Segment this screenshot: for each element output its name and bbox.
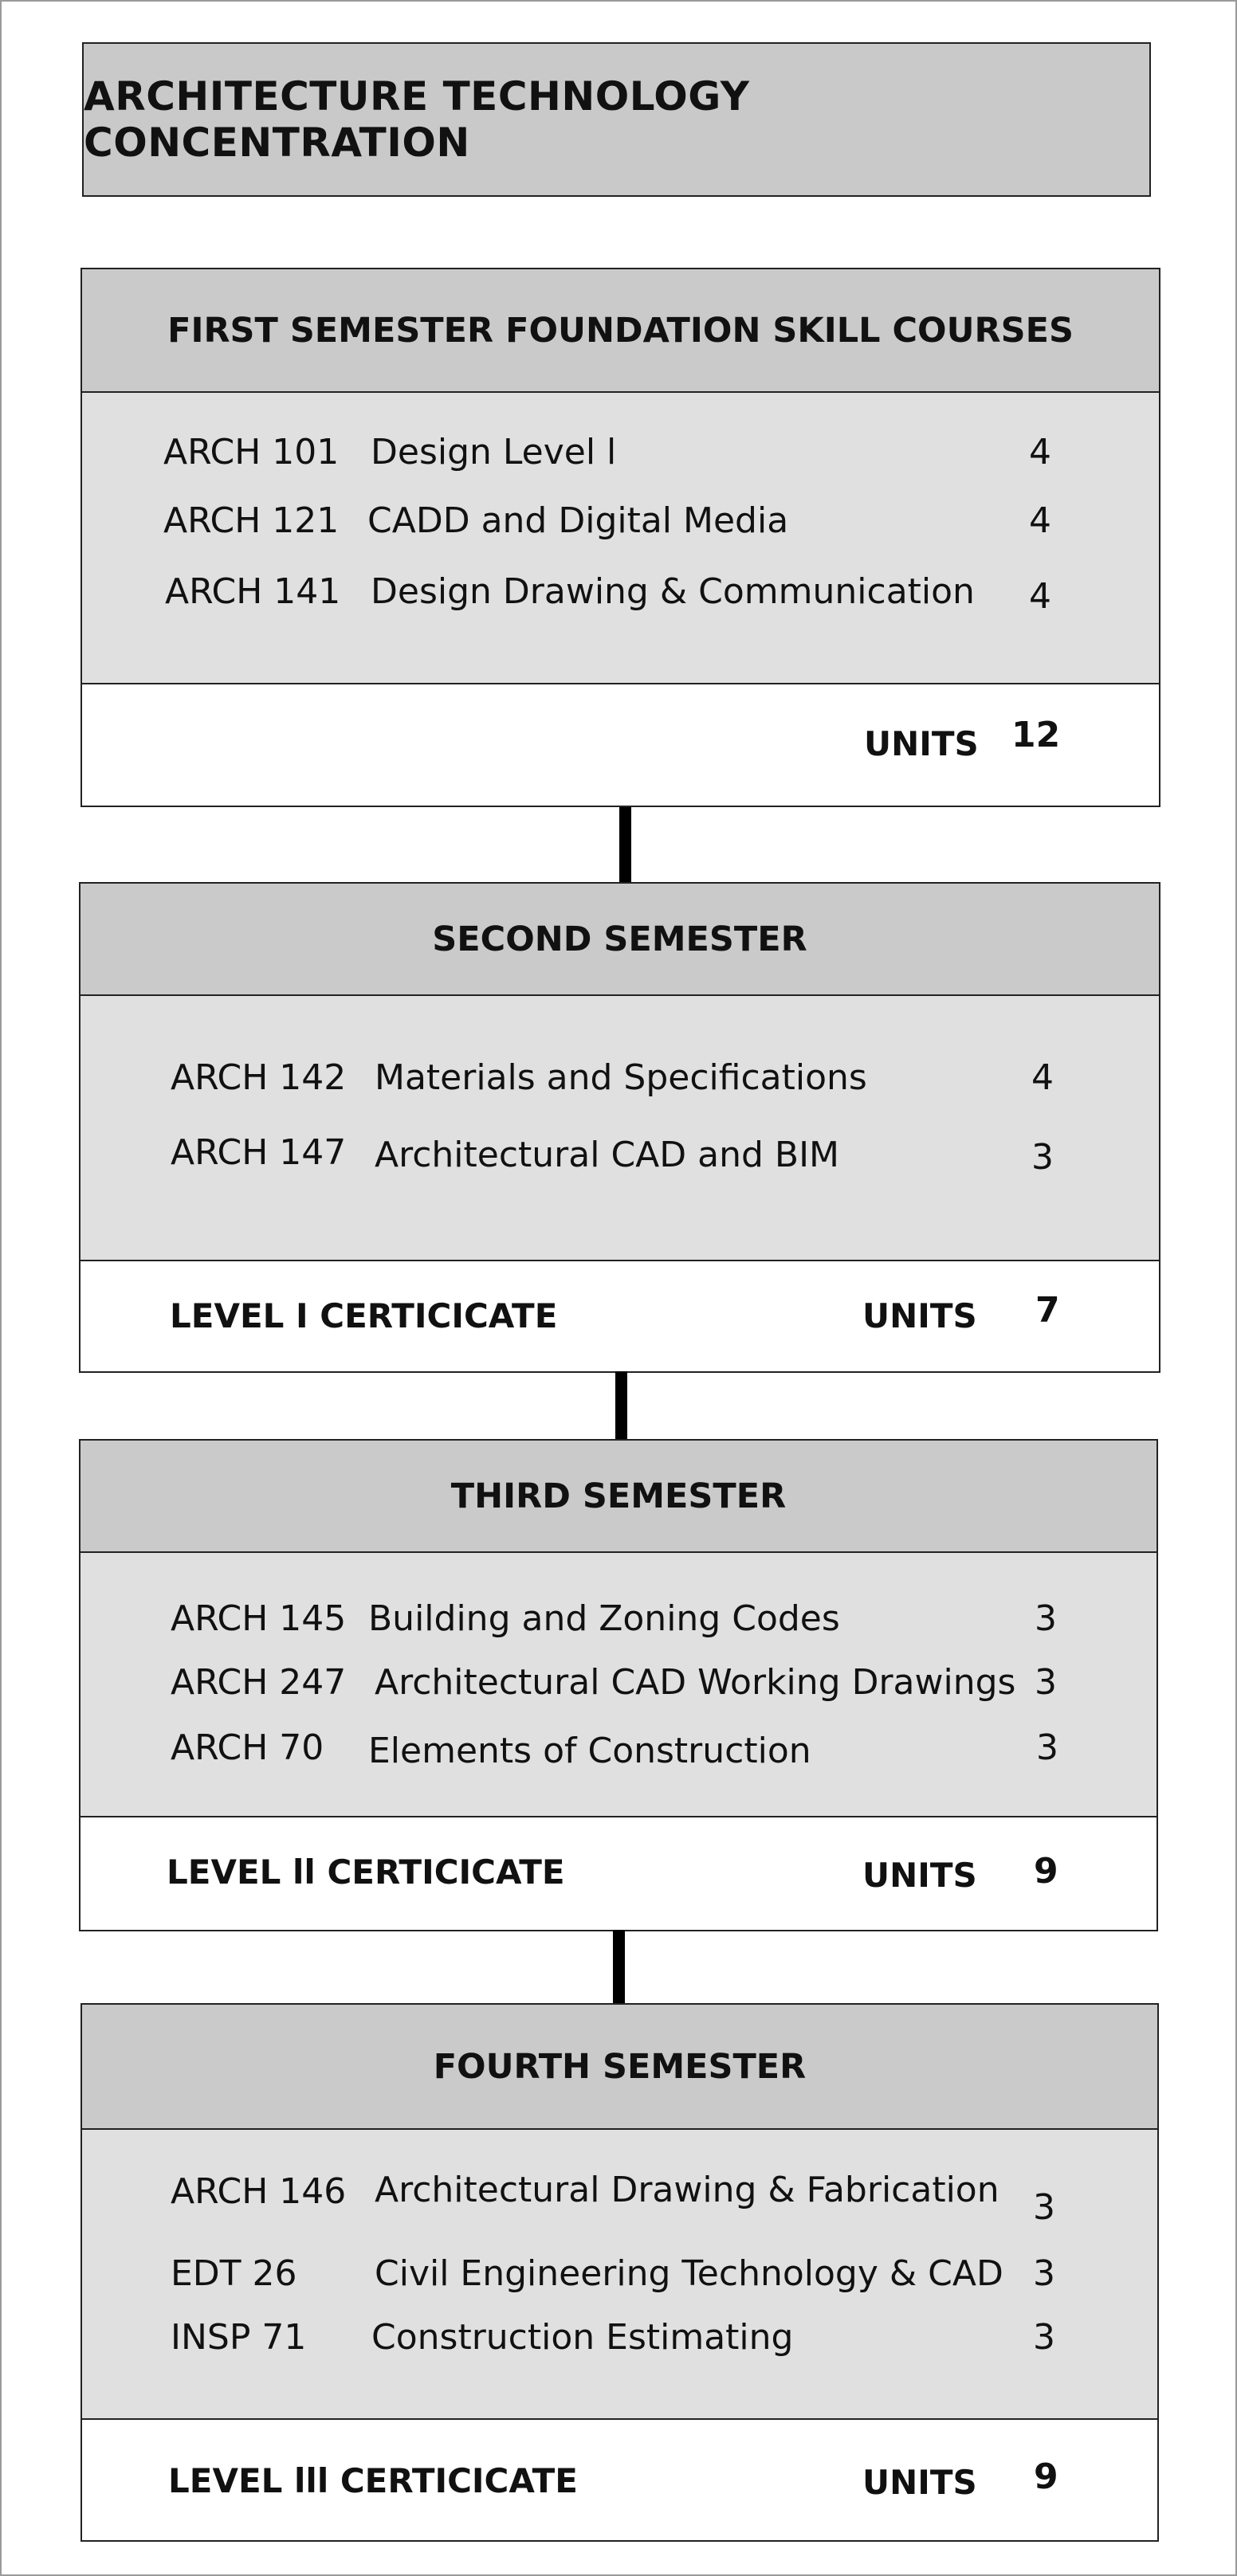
course-units: 4	[1031, 1057, 1054, 1098]
course-code: ARCH 70	[171, 1727, 324, 1768]
course-units: 3	[1033, 2187, 1055, 2228]
units-label: UNITS	[864, 724, 979, 763]
course-name: Architectural Drawing & Fabrication	[375, 2170, 999, 2210]
semester-3-heading: THIRD SEMESTER	[79, 1439, 1158, 1553]
course-units: 3	[1035, 1662, 1057, 1703]
course-code: ARCH 145	[171, 1598, 347, 1639]
certificate-label: LEVEL ll CERTICICATE	[167, 1853, 565, 1892]
semester-1-block	[81, 268, 1160, 807]
course-row	[81, 1057, 1159, 1105]
course-code: ARCH 121	[163, 500, 340, 541]
semester-1-courses	[81, 393, 1160, 683]
course-units: 4	[1029, 500, 1051, 541]
course-units: 4	[1029, 576, 1051, 617]
semester-2-units-footer	[79, 1260, 1160, 1373]
semester-2-courses	[79, 996, 1160, 1260]
course-row	[82, 2317, 1157, 2365]
semester-1-heading: FIRST SEMESTER FOUNDATION SKILL COURSES	[81, 268, 1160, 393]
course-units: 3	[1033, 2317, 1055, 2358]
course-row	[81, 1727, 1156, 1775]
course-code: ARCH 142	[171, 1057, 347, 1098]
course-row	[82, 2253, 1157, 2301]
course-row	[81, 1662, 1156, 1710]
course-row	[81, 1132, 1159, 1180]
course-units: 3	[1036, 1727, 1058, 1768]
total-units: 7	[1035, 1290, 1060, 1331]
course-name: Building and Zoning Codes	[368, 1598, 840, 1639]
course-code: ARCH 141	[165, 571, 341, 612]
units-label: UNITS	[862, 1856, 977, 1895]
course-name: Design Level l	[371, 432, 617, 472]
units-label: UNITS	[862, 1296, 977, 1335]
course-row	[81, 1598, 1156, 1646]
course-name: Elements of Construction	[368, 1731, 811, 1771]
course-code: ARCH 247	[171, 1662, 347, 1703]
course-name: Architectural CAD Working Drawings	[375, 1662, 1016, 1703]
units-label: UNITS	[862, 2463, 977, 2502]
course-row	[82, 2170, 1157, 2228]
course-units: 3	[1035, 1598, 1057, 1639]
total-units: 12	[1011, 715, 1061, 755]
course-row	[82, 500, 1159, 548]
course-code: ARCH 147	[171, 1132, 347, 1173]
connector-line	[613, 1930, 625, 2006]
course-code: INSP 71	[171, 2317, 307, 2358]
course-name: Design Drawing & Communication	[371, 571, 975, 612]
course-units: 3	[1031, 1137, 1054, 1178]
semester-3-block	[79, 1439, 1158, 1931]
semester-4-units-footer	[81, 2418, 1159, 2542]
course-name: Construction Estimating	[371, 2317, 794, 2358]
course-name: Civil Engineering Technology & CAD	[375, 2253, 1003, 2294]
semester-3-courses	[79, 1553, 1158, 1816]
course-row	[82, 571, 1159, 619]
semester-2-heading: SECOND SEMESTER	[79, 882, 1160, 996]
semester-4-block	[81, 2003, 1159, 2542]
course-units: 3	[1033, 2253, 1055, 2294]
course-code: EDT 26	[171, 2253, 297, 2294]
total-units: 9	[1034, 2456, 1058, 2497]
course-name: Architectural CAD and BIM	[375, 1135, 840, 1175]
semester-4-courses	[81, 2130, 1159, 2418]
semester-3-units-footer	[79, 1816, 1158, 1931]
certificate-label: LEVEL lll CERTICICATE	[168, 2461, 578, 2500]
course-code: ARCH 101	[163, 432, 340, 472]
connector-line	[615, 1371, 627, 1441]
course-units: 4	[1029, 432, 1051, 472]
course-code: ARCH 146	[171, 2171, 347, 2212]
course-name: CADD and Digital Media	[367, 500, 789, 541]
connector-line	[619, 807, 631, 884]
semester-1-units-footer	[81, 683, 1160, 807]
page-title: ARCHITECTURE TECHNOLOGY CONCENTRATION	[82, 42, 1151, 197]
total-units: 9	[1034, 1851, 1058, 1892]
certificate-label: LEVEL I CERTICICATE	[170, 1296, 558, 1335]
semester-4-heading: FOURTH SEMESTER	[81, 2003, 1159, 2130]
course-name: Materials and Specifications	[375, 1057, 867, 1098]
semester-2-block	[79, 882, 1160, 1373]
course-row	[82, 432, 1159, 480]
